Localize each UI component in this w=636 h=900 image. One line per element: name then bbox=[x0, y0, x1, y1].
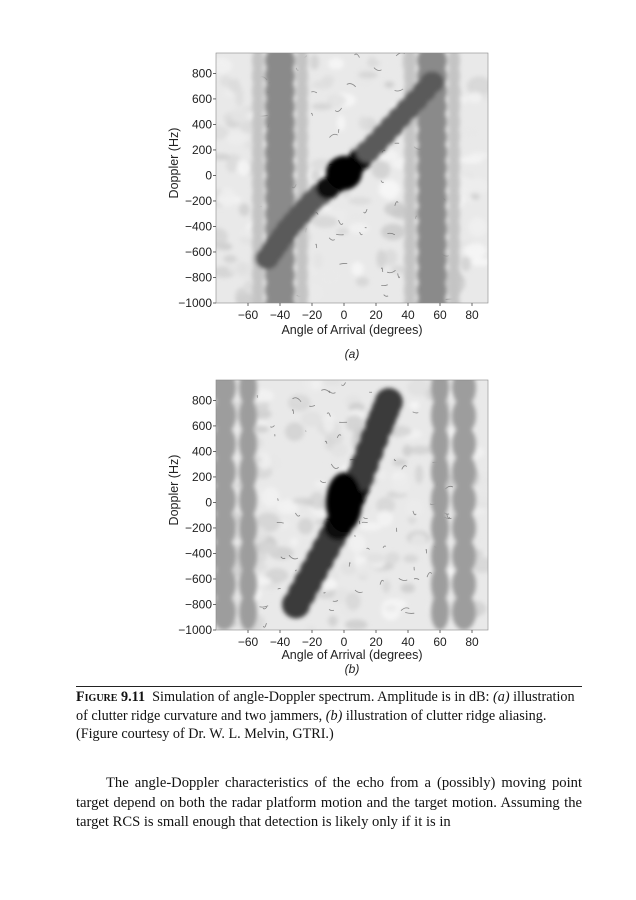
heatmap-a bbox=[0, 40, 636, 370]
texture-cell bbox=[311, 380, 321, 389]
y-tick-label: 600 bbox=[191, 91, 212, 106]
texture-cell bbox=[226, 132, 246, 145]
texture-cell bbox=[292, 498, 314, 505]
texture-cell bbox=[218, 188, 236, 208]
texture-cell bbox=[345, 415, 363, 432]
y-tick-label: −800 bbox=[184, 597, 212, 612]
y-tick-label: −1000 bbox=[178, 296, 212, 310]
ripple-lobe bbox=[239, 594, 257, 630]
x-tick-label: −60 bbox=[237, 308, 259, 322]
texture-cell bbox=[328, 58, 344, 70]
texture-cell bbox=[348, 197, 372, 205]
y-tick-label: 600 bbox=[191, 418, 212, 433]
y-tick-label: −1000 bbox=[178, 623, 212, 637]
texture-cell bbox=[346, 592, 361, 610]
x-tick-label: 80 bbox=[465, 635, 479, 649]
y-tick-label: −600 bbox=[184, 244, 212, 259]
texture-cell bbox=[461, 256, 471, 271]
texture-cell bbox=[236, 262, 248, 274]
body-text bbox=[76, 774, 582, 833]
texture-cell bbox=[367, 554, 386, 564]
x-tick-label: 40 bbox=[401, 635, 415, 649]
y-tick-label: −200 bbox=[184, 193, 212, 208]
y-tick-label: 800 bbox=[191, 393, 212, 408]
texture-cell bbox=[466, 178, 489, 195]
y-tick-label: 0 bbox=[205, 495, 212, 510]
texture-cell bbox=[471, 258, 490, 266]
texture-cell bbox=[327, 94, 346, 107]
texture-cell bbox=[473, 507, 485, 515]
x-axis-label: Angle of Arrival (degrees) bbox=[281, 323, 423, 337]
caption-rule bbox=[76, 686, 582, 687]
texture-cell bbox=[228, 79, 240, 93]
texture-cell bbox=[410, 534, 426, 551]
x-tick-label: 20 bbox=[369, 308, 383, 322]
texture-cell bbox=[223, 255, 236, 263]
texture-cell bbox=[349, 534, 366, 553]
mainbeam-peak bbox=[326, 156, 362, 190]
texture-cell bbox=[288, 394, 311, 411]
y-tick-label: 400 bbox=[191, 444, 212, 459]
texture-cell bbox=[464, 243, 486, 259]
texture-cell bbox=[359, 522, 382, 531]
texture-cell bbox=[298, 518, 314, 534]
subfigure-label: (b) bbox=[344, 662, 360, 676]
texture-cell bbox=[376, 470, 386, 480]
texture-cell bbox=[403, 555, 418, 563]
texture-cell bbox=[377, 510, 392, 526]
x-tick-label: 60 bbox=[433, 635, 447, 649]
jammer-sidelobe bbox=[448, 293, 460, 319]
texture-cell bbox=[259, 543, 278, 554]
mainbeam-peak bbox=[326, 472, 362, 532]
ripple-lobe bbox=[431, 594, 449, 630]
texture-cell bbox=[306, 625, 315, 633]
clutter-ridge-cell bbox=[420, 71, 444, 93]
heatmap-plot-area bbox=[206, 370, 496, 636]
figure-label: Figure 9.11 bbox=[76, 689, 146, 705]
texture-cell bbox=[381, 224, 405, 240]
texture-cell bbox=[313, 80, 333, 89]
figure-a bbox=[0, 40, 636, 370]
x-tick-label: 40 bbox=[401, 308, 415, 322]
caption-text-2: illustration of clutter ridge curvature and two jammers, bbox=[76, 689, 575, 724]
y-tick-label: −400 bbox=[184, 219, 212, 234]
ripple-lobe bbox=[212, 594, 236, 630]
texture-cell bbox=[351, 262, 364, 276]
texture-cell bbox=[356, 277, 369, 287]
texture-cell bbox=[392, 475, 410, 494]
figure-caption bbox=[76, 688, 582, 744]
y-tick-label: −400 bbox=[184, 546, 212, 561]
y-tick-label: 200 bbox=[191, 142, 212, 157]
x-tick-label: 80 bbox=[465, 308, 479, 322]
texture-cell bbox=[212, 153, 230, 160]
x-tick-label: 60 bbox=[433, 308, 447, 322]
texture-cell bbox=[237, 160, 250, 175]
body-paragraph: The angle-Doppler characteristics of the echo from a (possibly) moving point target depend on both the radar platform motion and the target motion. Assuming the target RCS is small enough that detection is likely only if it is in bbox=[76, 775, 582, 830]
texture-cell bbox=[313, 253, 323, 269]
x-tick-label: −40 bbox=[269, 635, 291, 649]
texture-cell bbox=[344, 212, 368, 222]
clutter-ridge-cell bbox=[375, 388, 403, 416]
texture-cell bbox=[468, 217, 487, 236]
y-tick-label: 0 bbox=[205, 168, 212, 183]
texture-cell bbox=[312, 216, 338, 228]
caption-text-1: Simulation of angle-Doppler spectrum. Amplitude is in dB: bbox=[152, 689, 493, 705]
texture-cell bbox=[323, 413, 335, 432]
x-tick-label: −20 bbox=[301, 635, 323, 649]
y-tick-label: 800 bbox=[191, 66, 212, 81]
caption-text-3: illustration of clutter ridge aliasing. (Figure courtesy of Dr. W. L. Melvin, GTRI.) bbox=[76, 707, 547, 742]
texture-cell bbox=[290, 538, 299, 546]
texture-cell bbox=[301, 411, 322, 427]
texture-cell bbox=[285, 422, 304, 441]
subfigure-label: (a) bbox=[344, 347, 360, 361]
y-tick-label: −200 bbox=[184, 520, 212, 535]
texture-cell bbox=[235, 288, 247, 307]
texture-cell bbox=[476, 492, 494, 501]
x-tick-label: 0 bbox=[340, 635, 348, 649]
texture-cell bbox=[262, 487, 280, 507]
texture-cell bbox=[209, 58, 232, 75]
texture-cell bbox=[367, 60, 381, 67]
texture-cell bbox=[376, 250, 386, 269]
texture-cell bbox=[328, 615, 338, 626]
texture-cell bbox=[330, 443, 347, 457]
ripple-lobe bbox=[452, 594, 476, 630]
y-tick-label: 200 bbox=[191, 469, 212, 484]
texture-cell bbox=[384, 604, 397, 612]
texture-cell bbox=[336, 228, 348, 235]
texture-cell bbox=[372, 161, 391, 179]
texture-cell bbox=[381, 61, 391, 68]
texture-cell bbox=[382, 580, 390, 594]
texture-cell bbox=[349, 223, 369, 234]
texture-cell bbox=[457, 126, 480, 139]
heatmap-b bbox=[0, 372, 636, 682]
texture-cell bbox=[345, 620, 368, 630]
texture-cell bbox=[308, 285, 323, 301]
texture-cell bbox=[469, 152, 488, 158]
x-axis-label: Angle of Arrival (degrees) bbox=[281, 648, 423, 662]
texture-cell bbox=[410, 401, 420, 409]
texture-cell bbox=[379, 180, 400, 199]
caption-b-tag: (b) bbox=[325, 707, 343, 724]
y-axis-label: Doppler (Hz) bbox=[167, 127, 181, 199]
heatmap-plot-area bbox=[204, 46, 492, 321]
texture-cell bbox=[401, 583, 415, 593]
texture-cell bbox=[310, 54, 320, 69]
texture-cell bbox=[318, 266, 342, 286]
texture-cell bbox=[386, 552, 400, 564]
texture-cell bbox=[231, 107, 251, 123]
texture-cell bbox=[415, 465, 423, 484]
texture-cell bbox=[410, 446, 430, 455]
x-tick-label: −20 bbox=[301, 308, 323, 322]
texture-cell bbox=[239, 203, 250, 216]
y-tick-label: −600 bbox=[184, 571, 212, 586]
texture-cell bbox=[337, 115, 345, 131]
x-tick-label: −40 bbox=[269, 308, 291, 322]
texture-cell bbox=[358, 71, 378, 78]
y-axis-label: Doppler (Hz) bbox=[167, 454, 181, 526]
texture-cell bbox=[478, 473, 492, 490]
x-tick-label: 0 bbox=[340, 308, 348, 322]
x-tick-label: −60 bbox=[237, 635, 259, 649]
texture-cell bbox=[469, 92, 483, 103]
y-tick-label: −800 bbox=[184, 270, 212, 285]
y-tick-label: 400 bbox=[191, 117, 212, 132]
texture-cell bbox=[311, 170, 321, 182]
caption-a-tag: (a) bbox=[493, 689, 510, 705]
texture-cell bbox=[384, 81, 394, 88]
x-tick-label: 20 bbox=[369, 635, 383, 649]
texture-cell bbox=[358, 116, 367, 130]
figure-b bbox=[0, 372, 636, 682]
